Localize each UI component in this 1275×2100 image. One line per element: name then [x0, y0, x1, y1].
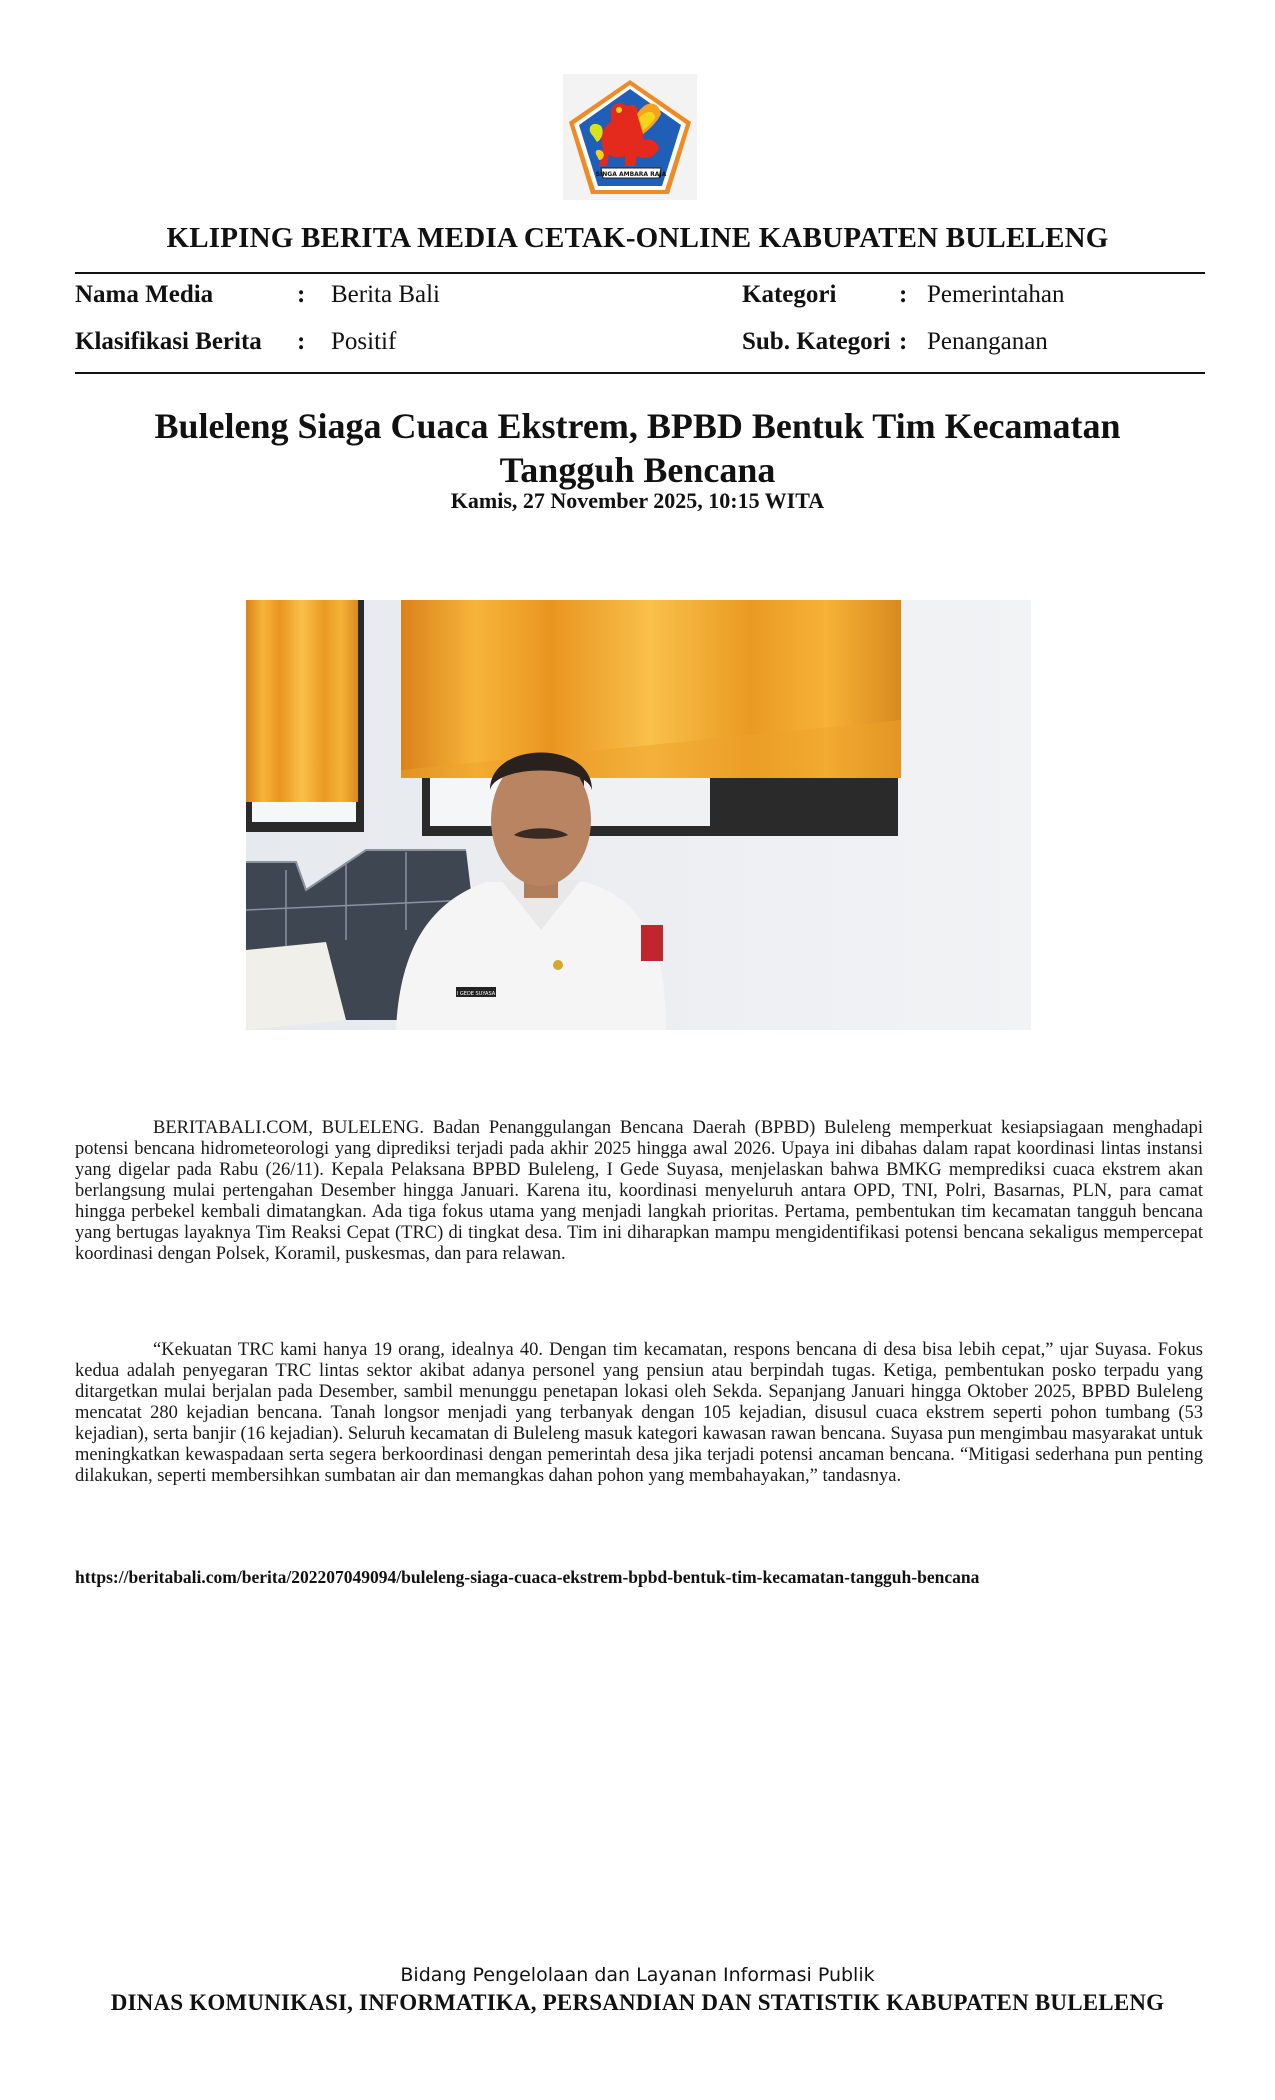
emblem-motto: SINGA AMBARA RAJA	[595, 171, 667, 178]
meta-colon: :	[297, 281, 306, 308]
source-link[interactable]: https://beritabali.com/berita/202207049094/buleleng-siaga-cuaca-ekstrem-bpbd-bentuk-tim-kecamatan-tangguh-bencana	[75, 1567, 980, 1587]
meta-colon: :	[899, 328, 908, 355]
meta-colon: :	[297, 328, 306, 355]
article-dateline: Kamis, 27 November 2025, 10:15 WITA	[450, 488, 825, 513]
meta-value-category: Pemerintahan	[927, 281, 1065, 308]
name-tag: I GEDE SUYASA	[456, 991, 496, 997]
top-divider	[75, 272, 1205, 274]
document-title: KLIPING BERITA MEDIA CETAK-ONLINE KABUPATEN BULELENG	[166, 222, 1109, 254]
kabupaten-buleleng-emblem	[563, 74, 697, 200]
meta-value-media: Berita Bali	[331, 281, 440, 308]
meta-label: Nama Media	[75, 281, 214, 308]
photo-illustration	[246, 600, 1031, 1030]
article-paragraph-1	[75, 1118, 1203, 1265]
meta-label: Klasifikasi Berita	[75, 328, 262, 355]
bottom-divider	[75, 372, 1205, 374]
footer-subtitle: Bidang Pengelolaan dan Layanan Informasi Publik	[400, 1964, 875, 1986]
article-headline: Buleleng Siaga Cuaca Ekstrem, BPBD Bentuk Tim Kecamatan Tangguh Bencana	[154, 406, 1121, 490]
emblem-icon	[563, 74, 697, 200]
meta-label: Sub. Kategori	[742, 328, 891, 355]
paragraph-text: “Kekuatan TRC kami hanya 19 orang, idealnya 40. Dengan tim kecamatan, respons bencana di desa bisa lebih cepat,” ujar Suyasa. Fokus kedua adalah penyegaran TRC lintas sektor akibat adanya personel yang pensiun atau berpindah tugas. Ketiga, pembentukan posko terpadu yang ditargetkan mulai berjalan pada Desember, sambil menunggu penetapan lokasi oleh Sekda. Sepanjang Januari hingga Oktober 2025, BPBD Buleleng mencatat 280 kejadian bencana. Tanah longsor menjadi yang terbanyak dengan 105 kejadian, disusul cuaca ekstrem seperti pohon tumbang (53 kejadian), serta banjir (16 kejadian). Seluruh kecamatan di Buleleng masuk kategori kawasan rawan bencana. Suyasa pun mengimbau masyarakat untuk meningkatkan kewaspadaan serta segera berkoordinasi dengan pemerintah desa jika terjadi potensi ancaman bencana. “Mitigasi sederhana pun penting dilakukan, seperti membersihkan sumbatan air dan memangkas dahan pohon yang membahayakan,” tandasnya.	[75, 1340, 1203, 1486]
meta-value-subcategory: Penanganan	[927, 328, 1048, 355]
meta-colon: :	[899, 281, 908, 308]
footer-organization: DINAS KOMUNIKASI, INFORMATIKA, PERSANDIAN DAN STATISTIK KABUPATEN BULELENG	[110, 1990, 1165, 2015]
paragraph-text: BERITABALI.COM, BULELENG. Badan Penanggulangan Bencana Daerah (BPBD) Buleleng memperkuat kesiapsiagaan menghadapi potensi bencana hidrometeorologi yang diprediksi terjadi pada akhir 2025 hingga awal 2026. Upaya ini dibahas dalam rapat koordinasi lintas instansi yang digelar pada Rabu (26/11). Kepala Pelaksana BPBD Buleleng, I Gede Suyasa, menjelaskan bahwa BMKG memprediksi cuaca ekstrem akan berlangsung mulai pertengahan Desember hingga Januari. Karena itu, koordinasi menyeluruh antara OPD, TNI, Polri, Basarnas, PLN, para camat hingga perbekel kembali dimatangkan. Ada tiga fokus utama yang menjadi langkah prioritas. Pertama, pembentukan tim kecamatan tangguh bencana yang bertugas layaknya Tim Reaksi Cepat (TRC) di tingkat desa. Tim ini diharapkan mampu mengidentifikasi potensi bencana sekaligus mempercepat koordinasi dengan Polsek, Koramil, puskesmas, dan para relawan.	[75, 1118, 1203, 1264]
meta-value-classification: Positif	[331, 328, 397, 355]
article-paragraph-2	[75, 1340, 1203, 1487]
meta-label: Kategori	[742, 281, 837, 308]
article-photo	[246, 600, 1031, 1030]
